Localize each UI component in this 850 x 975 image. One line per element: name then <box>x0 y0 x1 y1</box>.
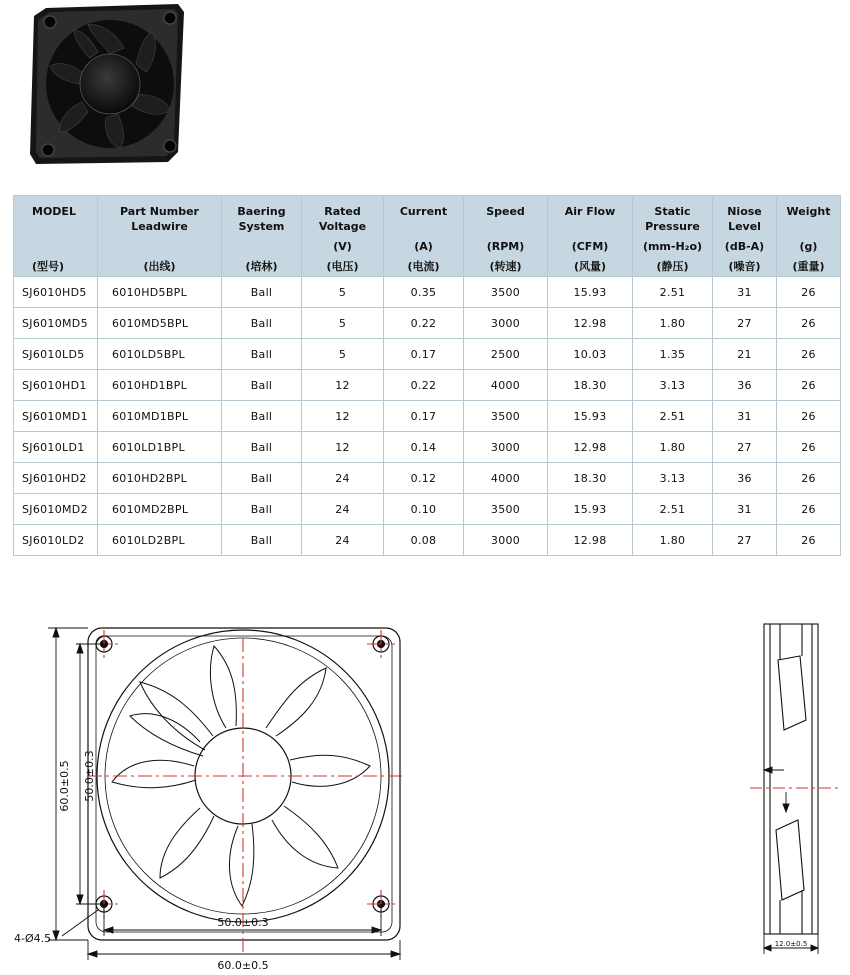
column-header <box>384 196 464 277</box>
table-cell: 27 <box>713 308 777 339</box>
fan-product-photo <box>28 2 188 167</box>
table-row <box>14 339 841 370</box>
table-cell: 2.51 <box>633 277 713 308</box>
table-cell: 1.80 <box>633 432 713 463</box>
table-cell: SJ6010HD2 <box>14 463 98 494</box>
column-header <box>548 196 633 277</box>
column-header <box>464 196 548 277</box>
table-cell: 3500 <box>464 494 548 525</box>
table-cell: 3.13 <box>633 463 713 494</box>
column-header-unit: (V) <box>333 240 352 253</box>
column-header-unit: (mm-H₂o) <box>642 240 703 253</box>
table-cell: 31 <box>713 277 777 308</box>
table-cell: 3.13 <box>633 370 713 401</box>
table-cell: Ball <box>222 370 302 401</box>
table-cell: 26 <box>777 339 841 370</box>
table-cell: Ball <box>222 432 302 463</box>
thickness-label: 12.0±0.5 <box>774 940 808 948</box>
table-cell: 24 <box>302 463 384 494</box>
table-cell: 27 <box>713 432 777 463</box>
table-cell: 0.08 <box>384 525 464 556</box>
table-cell: SJ6010MD1 <box>14 401 98 432</box>
column-header <box>98 196 222 277</box>
table-cell: 3000 <box>464 525 548 556</box>
table-cell: 12 <box>302 401 384 432</box>
table-cell: 31 <box>713 401 777 432</box>
table-cell: SJ6010HD5 <box>14 277 98 308</box>
header-row <box>14 196 841 277</box>
column-header-title: Niose Level <box>727 205 762 233</box>
column-header-chinese: (出线) <box>143 260 176 273</box>
table-row <box>14 308 841 339</box>
mounting-holes-label: 4-Ø4.5 <box>14 932 52 945</box>
table-cell: 6010MD1BPL <box>98 401 222 432</box>
column-header <box>777 196 841 277</box>
table-cell: 27 <box>713 525 777 556</box>
table-cell: Ball <box>222 494 302 525</box>
table-cell: SJ6010MD5 <box>14 308 98 339</box>
table-cell: SJ6010MD2 <box>14 494 98 525</box>
table-cell: SJ6010LD5 <box>14 339 98 370</box>
table-cell: 15.93 <box>548 494 633 525</box>
table-row <box>14 401 841 432</box>
table-cell: 3500 <box>464 401 548 432</box>
table-row <box>14 494 841 525</box>
column-header-unit: (g) <box>799 240 818 253</box>
table-cell: 26 <box>777 494 841 525</box>
table-cell: 12.98 <box>548 432 633 463</box>
column-header <box>713 196 777 277</box>
table-cell: 1.80 <box>633 308 713 339</box>
table-row <box>14 463 841 494</box>
inner-height-label: 50.0±0.3 <box>83 750 96 802</box>
table-cell: 0.12 <box>384 463 464 494</box>
table-cell: 3000 <box>464 308 548 339</box>
table-cell: 0.10 <box>384 494 464 525</box>
table-cell: Ball <box>222 308 302 339</box>
table-cell: 15.93 <box>548 277 633 308</box>
table-cell: Ball <box>222 525 302 556</box>
table-cell: 26 <box>777 401 841 432</box>
table-cell: 0.22 <box>384 370 464 401</box>
table-cell: 12 <box>302 432 384 463</box>
table-cell: 26 <box>777 277 841 308</box>
inner-width-label: 50.0±0.3 <box>217 916 269 929</box>
table-row <box>14 277 841 308</box>
side-view-drawing <box>740 620 845 965</box>
table-header <box>14 196 841 277</box>
table-cell: 6010MD5BPL <box>98 308 222 339</box>
table-cell: 3500 <box>464 277 548 308</box>
table-cell: 26 <box>777 463 841 494</box>
table-cell: 0.14 <box>384 432 464 463</box>
table-cell: 26 <box>777 308 841 339</box>
column-header <box>633 196 713 277</box>
column-header-unit: (CFM) <box>571 240 609 253</box>
column-header-title: MODEL <box>32 205 76 218</box>
column-header-title: Speed <box>486 205 525 218</box>
table-cell: Ball <box>222 277 302 308</box>
table-cell: 0.35 <box>384 277 464 308</box>
column-header-title: Rated Voltage <box>318 205 367 233</box>
table-cell: 0.22 <box>384 308 464 339</box>
table-cell: 26 <box>777 525 841 556</box>
table-cell: 24 <box>302 525 384 556</box>
column-header-chinese: (重量) <box>792 260 825 273</box>
column-header-title: Static Pressure <box>645 205 700 233</box>
table-cell: Ball <box>222 339 302 370</box>
table-cell: 6010LD2BPL <box>98 525 222 556</box>
column-header-chinese: (静压) <box>656 260 689 273</box>
table-cell: Ball <box>222 401 302 432</box>
table-cell: 6010HD1BPL <box>98 370 222 401</box>
column-header-title: Part Number Leadwire <box>120 205 199 233</box>
table-cell: 6010LD1BPL <box>98 432 222 463</box>
table-cell: 4000 <box>464 463 548 494</box>
column-header <box>302 196 384 277</box>
table-cell: 0.17 <box>384 339 464 370</box>
table-cell: 2500 <box>464 339 548 370</box>
column-header-chinese: (转速) <box>489 260 522 273</box>
table-cell: 0.17 <box>384 401 464 432</box>
table-cell: 1.35 <box>633 339 713 370</box>
table-cell: 10.03 <box>548 339 633 370</box>
outer-height-label: 60.0±0.5 <box>58 760 71 812</box>
outer-width-label: 60.0±0.5 <box>217 959 269 972</box>
column-header-chinese: (电流) <box>407 260 440 273</box>
table-cell: 1.80 <box>633 525 713 556</box>
table-cell: 12.98 <box>548 308 633 339</box>
table-cell: 36 <box>713 370 777 401</box>
front-view-drawing <box>0 610 430 975</box>
table-cell: 6010HD2BPL <box>98 463 222 494</box>
table-cell: 5 <box>302 308 384 339</box>
table-body <box>14 277 841 556</box>
specification-table <box>13 195 841 556</box>
table-cell: 12.98 <box>548 525 633 556</box>
table-cell: 4000 <box>464 370 548 401</box>
table-cell: 6010HD5BPL <box>98 277 222 308</box>
column-header-title: Current <box>399 205 448 218</box>
table-cell: 26 <box>777 432 841 463</box>
column-header-chinese: (噪音) <box>728 260 761 273</box>
table-cell: 24 <box>302 494 384 525</box>
column-header-chinese: (风量) <box>573 260 607 273</box>
table-cell: 26 <box>777 370 841 401</box>
table-cell: 36 <box>713 463 777 494</box>
table-row <box>14 525 841 556</box>
table-cell: SJ6010HD1 <box>14 370 98 401</box>
column-header-chinese: (培林) <box>245 260 278 273</box>
table-cell: 3000 <box>464 432 548 463</box>
table-cell: 18.30 <box>548 370 633 401</box>
table-cell: 2.51 <box>633 401 713 432</box>
table-row <box>14 432 841 463</box>
column-header-chinese: (型号) <box>32 260 65 273</box>
column-header-title: Weight <box>786 205 831 218</box>
column-header-title: Air Flow <box>564 205 616 218</box>
table-cell: 21 <box>713 339 777 370</box>
column-header <box>14 196 98 277</box>
table-cell: 31 <box>713 494 777 525</box>
table-cell: SJ6010LD1 <box>14 432 98 463</box>
table-cell: 6010LD5BPL <box>98 339 222 370</box>
column-header-unit: (A) <box>414 240 433 253</box>
column-header-unit: (RPM) <box>486 240 525 253</box>
column-header-unit: (dB-A) <box>724 240 765 253</box>
table-row <box>14 370 841 401</box>
column-header-title: Baering System <box>237 205 286 233</box>
column-header-chinese: (电压) <box>326 260 359 273</box>
table-cell: 6010MD2BPL <box>98 494 222 525</box>
table-cell: 12 <box>302 370 384 401</box>
column-header <box>222 196 302 277</box>
table-cell: 15.93 <box>548 401 633 432</box>
table-cell: 18.30 <box>548 463 633 494</box>
table-cell: Ball <box>222 463 302 494</box>
table-cell: 5 <box>302 339 384 370</box>
table-cell: 5 <box>302 277 384 308</box>
table-cell: 2.51 <box>633 494 713 525</box>
table-cell: SJ6010LD2 <box>14 525 98 556</box>
